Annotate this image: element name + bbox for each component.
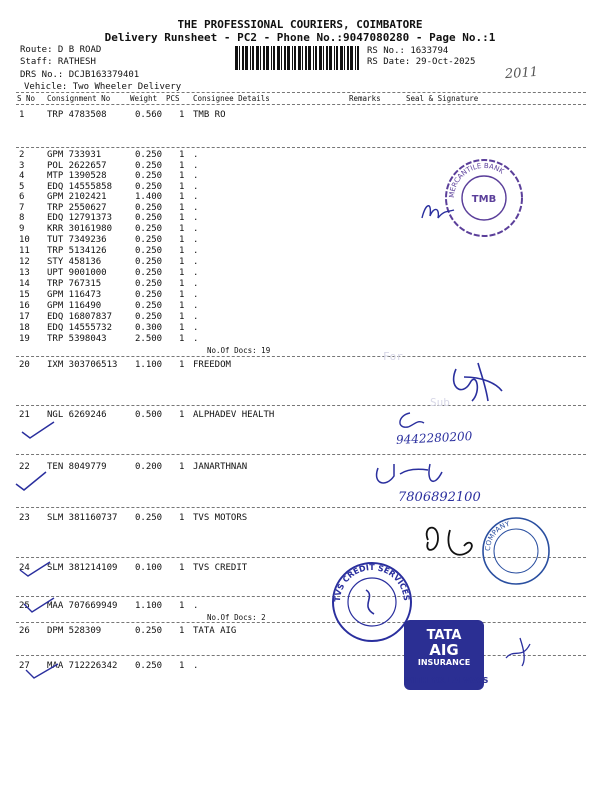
table-row: 18 EDQ 14555732 0.300 1 . bbox=[19, 323, 199, 333]
col-consignment: Consignment No bbox=[47, 94, 111, 103]
table-row: 26 DPM 528309 0.250 1 TATA AIG bbox=[19, 626, 237, 636]
barcode-bar bbox=[329, 46, 332, 70]
runsheet-title: Delivery Runsheet - PC2 - Phone No.:9047080280 - Page No.:1 bbox=[104, 31, 496, 44]
table-row: 19 TRP 5398043 2.500 1 . bbox=[19, 334, 199, 344]
barcode-bar bbox=[319, 46, 322, 70]
barcode-bar bbox=[294, 46, 296, 70]
staff-label: Staff: RATHESH bbox=[20, 57, 96, 67]
barcode-bar bbox=[245, 46, 248, 70]
table-row: 27 MAA 712226342 0.250 1 . bbox=[19, 661, 199, 671]
handwritten-phone-2: 7806892100 bbox=[398, 490, 481, 505]
table-row: 9 KRR 30161980 0.250 1 . bbox=[19, 224, 199, 234]
table-row: 5 EDQ 14555858 0.250 1 . bbox=[19, 182, 199, 192]
row-divider bbox=[16, 454, 586, 455]
col-seal: Seal & Signature bbox=[406, 94, 479, 103]
tick-mark bbox=[14, 470, 48, 498]
table-row: 11 TRP 5134126 0.250 1 . bbox=[19, 246, 199, 256]
barcode-bar bbox=[344, 46, 345, 70]
tata-text: TATA bbox=[426, 628, 462, 643]
barcode-bar bbox=[315, 46, 317, 70]
table-row: 16 GPM 116490 0.250 1 . bbox=[19, 301, 199, 311]
tick-mark bbox=[18, 560, 52, 584]
signature bbox=[420, 520, 482, 568]
table-row: 23 SLM 381160737 0.250 1 TVS MOTORS bbox=[19, 513, 248, 523]
table-row: 3 POL 2622657 0.250 1 . bbox=[19, 161, 199, 171]
col-remarks: Remarks bbox=[349, 94, 381, 103]
barcode-bar bbox=[273, 46, 275, 70]
insurance-text: INSURANCE bbox=[417, 658, 471, 667]
barcode-bar bbox=[336, 46, 338, 70]
barcode-bar bbox=[302, 46, 303, 70]
handwritten-phone-1: 9442280200 bbox=[395, 429, 473, 447]
barcode-bar bbox=[287, 46, 290, 70]
row-divider bbox=[16, 147, 586, 148]
table-row: 25 MAA 707669949 1.100 1 . bbox=[19, 601, 199, 611]
header-rule-bottom bbox=[16, 104, 586, 105]
vehicle-label: Vehicle: Two Wheeler Delivery bbox=[24, 82, 182, 92]
table-row: 6 GPM 2102421 1.400 1 . bbox=[19, 192, 199, 202]
barcode-bar bbox=[357, 46, 359, 70]
barcode-bar bbox=[284, 46, 286, 70]
company-stamp bbox=[480, 515, 552, 591]
barcode-bar bbox=[298, 46, 301, 70]
faint-note-1: For bbox=[383, 350, 403, 363]
tick-mark bbox=[22, 596, 56, 620]
barcode-bar bbox=[340, 46, 343, 70]
col-consignee: Consignee Details bbox=[193, 94, 270, 103]
signature bbox=[500, 630, 540, 674]
tvs-credit-stamp bbox=[330, 560, 414, 648]
table-row: 14 TRP 767315 0.250 1 . bbox=[19, 279, 199, 289]
table-row: 12 STY 458136 0.250 1 . bbox=[19, 257, 199, 267]
table-row: 22 TEN 8049779 0.200 1 JANARTHNAN bbox=[19, 462, 248, 472]
barcode-bar bbox=[266, 46, 269, 70]
barcode-bar bbox=[252, 46, 254, 70]
barcode-bar bbox=[334, 46, 335, 70]
rs-date: RS Date: 29-Oct-2025 bbox=[367, 57, 476, 67]
table-row: 8 EDQ 12791373 0.250 1 . bbox=[19, 213, 199, 223]
row-divider bbox=[16, 596, 586, 597]
aig-text: AIG bbox=[429, 641, 459, 659]
table-row: 24 SLM 381214109 0.100 1 TVS CREDIT bbox=[19, 563, 248, 573]
table-row: 13 UPT 9001000 0.250 1 . bbox=[19, 268, 199, 278]
barcode-bar bbox=[239, 46, 240, 70]
tvs-ring-text: TVS CREDIT SERVICES bbox=[332, 562, 412, 603]
table-row: 15 GPM 116473 0.250 1 . bbox=[19, 290, 199, 300]
barcode-bar bbox=[292, 46, 293, 70]
docs-count: No.Of Docs: 19 bbox=[207, 346, 271, 355]
row-divider bbox=[16, 622, 586, 623]
table-row: 10 TUT 7349236 0.250 1 . bbox=[19, 235, 199, 245]
header-rule-top bbox=[16, 92, 586, 93]
table-row: 1 TRP 4783508 0.560 1 TMB RO bbox=[19, 110, 226, 120]
docs-count: No.Of Docs: 2 bbox=[207, 613, 266, 622]
barcode-bar bbox=[260, 46, 261, 70]
col-sno: S No bbox=[17, 94, 36, 103]
mercantile-ring-text: MERCANTILE BANK bbox=[447, 161, 506, 199]
company-ring-text: COMPANY bbox=[483, 519, 511, 552]
svg-text:TVS CREDIT SERVICES LTD bbox=[330, 560, 411, 602]
barcode-bar bbox=[235, 46, 238, 70]
tick-mark bbox=[20, 420, 56, 446]
table-row: 7 TRP 2550627 0.250 1 . bbox=[19, 203, 199, 213]
barcode-bar bbox=[250, 46, 251, 70]
barcode-bar bbox=[350, 46, 353, 70]
signature bbox=[418, 196, 458, 230]
drs-number: DRS No.: DCJB163379401 bbox=[20, 70, 140, 80]
table-row: 20 IXM 303706513 1.100 1 FREEDOM bbox=[19, 360, 231, 370]
col-weight: Weight bbox=[130, 94, 158, 103]
barcode-bar bbox=[271, 46, 272, 70]
table-row: 21 NGL 6269246 0.500 1 ALPHADEV HEALTH bbox=[19, 410, 275, 420]
mercantile-center-text: TMB bbox=[471, 194, 497, 205]
route-label: Route: D B ROAD bbox=[20, 45, 102, 55]
barcode-bar bbox=[355, 46, 356, 70]
company-name: THE PROFESSIONAL COURIERS, COIMBATORE bbox=[177, 18, 423, 31]
barcode-bar bbox=[326, 46, 328, 70]
tick-mark bbox=[24, 660, 60, 684]
table-row: 17 EDQ 16807837 0.250 1 . bbox=[19, 312, 199, 322]
tata-tagline: WITH YOU ALWAYS bbox=[404, 676, 489, 685]
handwritten-note: 2011 bbox=[504, 64, 539, 83]
signature bbox=[442, 357, 508, 413]
barcode-bar bbox=[308, 46, 311, 70]
row-divider bbox=[16, 507, 586, 508]
barcode-bar bbox=[323, 46, 324, 70]
barcode-bar bbox=[256, 46, 259, 70]
barcode-bar bbox=[347, 46, 349, 70]
faint-note-2: Sub bbox=[430, 396, 450, 409]
barcode bbox=[233, 46, 363, 78]
barcode-bar bbox=[242, 46, 244, 70]
barcode-bar bbox=[277, 46, 280, 70]
col-pcs: PCS bbox=[166, 94, 180, 103]
barcode-bar bbox=[281, 46, 282, 70]
barcode-bar bbox=[263, 46, 265, 70]
barcode-bar bbox=[313, 46, 314, 70]
barcode-bar bbox=[305, 46, 307, 70]
table-row: 2 GPM 733931 0.250 1 . bbox=[19, 150, 199, 160]
rs-number: RS No.: 1633794 bbox=[367, 46, 449, 56]
table-row: 4 MTP 1390528 0.250 1 . bbox=[19, 171, 199, 181]
